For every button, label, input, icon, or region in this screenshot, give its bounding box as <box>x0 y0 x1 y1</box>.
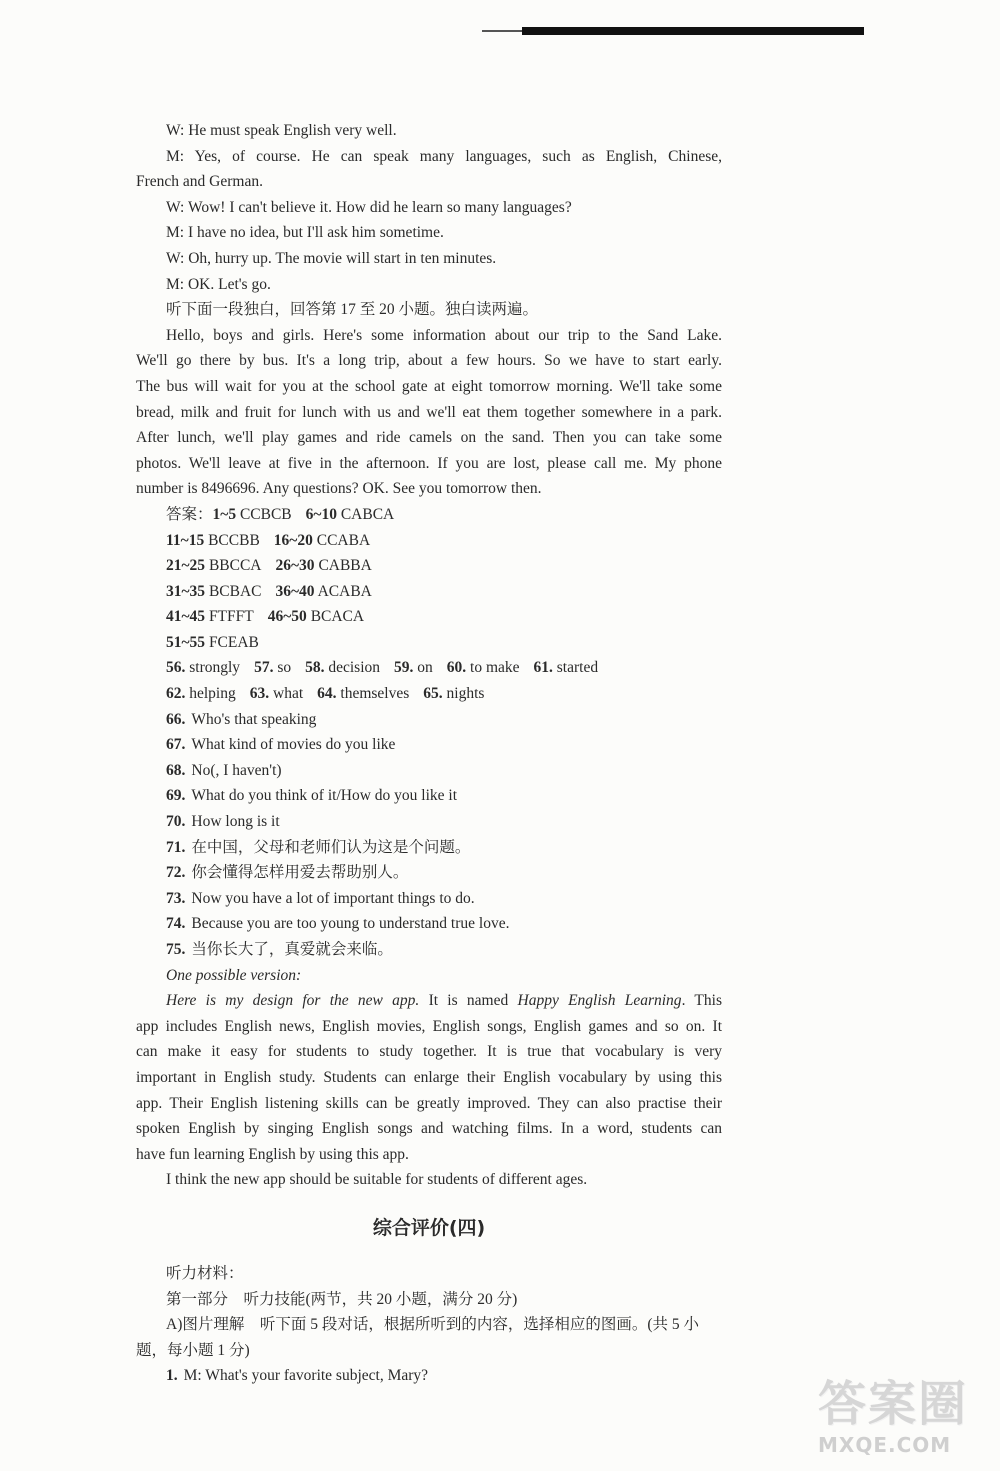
part-heading: 第一部分 听力技能(两节，共 20 小题，满分 20 分) <box>166 1290 518 1308</box>
answer-range: 6~10 <box>305 505 337 523</box>
site-watermark <box>818 1376 993 1468</box>
dialogue-line: W: He must speak English very well. <box>166 122 397 139</box>
item-number: 66. <box>166 710 186 728</box>
essay-line: app includes English news, English movies, English songs, English games and so on. It <box>136 1017 722 1035</box>
essay-line: app. Their English listening skills can be greatly improved. They can also practise their <box>136 1094 722 1112</box>
answer-range: 36~40 <box>275 582 315 600</box>
essay-closing: I think the new app should be suitable for students of different ages. <box>166 1171 588 1189</box>
answer-line <box>136 604 722 630</box>
essay-line: have fun learning English by using this app. <box>136 1145 409 1163</box>
answer-value: CCABA <box>316 531 371 549</box>
answer-value: CCBCB <box>239 505 292 523</box>
answer-item <box>136 732 722 758</box>
answer-value: what <box>273 685 304 703</box>
monologue-line: We'll go there by bus. It's a long trip, about a few hours. So we have to start early. <box>136 352 722 370</box>
essay-line <box>136 988 722 1014</box>
answer-value: 在中国，父母和老师们认为这是个问题。 <box>191 838 471 856</box>
answer-value: FTFFT <box>208 608 254 626</box>
model-essay <box>136 963 722 1193</box>
monologue-line: The bus will wait for you at the school gate at eight tomorrow morning. We'll take some <box>136 377 722 395</box>
watermark-logo: 答案圈 <box>818 1376 969 1432</box>
section-title: 综合评价(四) <box>372 1216 486 1239</box>
answer-range: 16~20 <box>273 531 313 549</box>
answer-line <box>136 655 722 681</box>
essay-line: important in English study. Students can enlarge their English vocabulary by using this <box>136 1068 722 1086</box>
item-number: 65. <box>423 685 443 703</box>
answer-line <box>136 502 722 528</box>
dialogue-line: M: OK. Let's go. <box>166 275 271 293</box>
page-body <box>136 118 722 1389</box>
item-number: 67. <box>166 736 186 754</box>
answer-prefix: 答案： <box>166 505 213 523</box>
answer-value: BCCBB <box>208 531 260 549</box>
answer-value: 你会懂得怎样用爱去帮助别人。 <box>191 864 409 882</box>
answer-value: so <box>277 659 292 677</box>
monologue <box>136 323 722 502</box>
dialogue-line: M: I have no idea, but I'll ask him sometime. <box>166 224 444 242</box>
item-number: 61. <box>533 659 553 677</box>
question <box>136 1363 722 1389</box>
item-number: 62. <box>166 685 186 703</box>
part-instruction: A)图片理解 听下面 5 段对话，根据所听到的内容，选择相应的图画。(共 5 小 <box>166 1316 700 1334</box>
item-number: 74. <box>166 915 186 933</box>
answer-value: BCBAC <box>208 582 262 600</box>
answer-value: Because you are too young to understand true love. <box>191 915 510 933</box>
item-number: 64. <box>317 685 337 703</box>
answer-item <box>136 911 722 937</box>
answer-value: Who's that speaking <box>191 710 317 728</box>
essay-text: It is named <box>419 992 518 1010</box>
app-name: Happy English Learning <box>517 992 682 1010</box>
answer-item <box>136 809 722 835</box>
item-number: 71. <box>166 838 186 856</box>
answer-item <box>136 835 722 861</box>
dialogue-line: French and German. <box>136 173 263 191</box>
answer-value: BBCCA <box>208 557 262 575</box>
item-number: 72. <box>166 864 186 882</box>
answer-line <box>136 630 722 656</box>
answer-value: themselves <box>340 685 410 703</box>
answer-range: 11~15 <box>166 531 205 549</box>
essay-intro: Here is my design for the new app. <box>166 992 420 1010</box>
answer-value: BCACA <box>310 608 365 626</box>
answer-range: 46~50 <box>267 608 307 626</box>
item-number: 63. <box>249 685 270 703</box>
item-number: 59. <box>394 659 414 677</box>
material-label: 听力材料： <box>166 1264 244 1282</box>
answer-value: strongly <box>189 659 241 677</box>
monologue-line: bread, milk and fruit for lunch with us and we'll eat them together somewhere in a park. <box>136 403 722 421</box>
essay-label: One possible version: <box>166 966 302 984</box>
answer-line <box>136 528 722 554</box>
part-instruction: 题，每小题 1 分) <box>136 1341 250 1359</box>
essay-text: . This <box>681 992 722 1010</box>
monologue-line: photos. We'll leave at five in the afternoon. If you are lost, please call me. My phone <box>136 454 722 472</box>
answer-value: What kind of movies do you like <box>191 736 396 754</box>
answer-value: helping <box>189 685 236 703</box>
answer-value: on <box>417 659 433 677</box>
answer-item <box>136 860 722 886</box>
item-number: 75. <box>166 941 186 958</box>
item-number: 60. <box>446 659 467 677</box>
answer-range: 21~25 <box>166 557 206 575</box>
answer-range: 51~55 <box>166 633 206 651</box>
monologue-line: number is 8496696. Any questions? OK. See you tomorrow then. <box>136 480 542 498</box>
answer-item <box>136 937 722 963</box>
dialogue-line: W: Oh, hurry up. The movie will start in ten minutes. <box>166 249 497 267</box>
answer-value: CABBA <box>318 557 372 575</box>
answer-value: How long is it <box>191 813 280 831</box>
question-text: M: What's your favorite subject, Mary? <box>183 1367 429 1385</box>
answer-value: decision <box>328 659 381 677</box>
item-number: 69. <box>166 787 186 805</box>
answer-line <box>136 579 722 605</box>
answer-value: started <box>556 659 599 677</box>
answer-key <box>136 502 722 963</box>
answer-value: Now you have a lot of important things to do. <box>191 889 475 907</box>
answer-item <box>136 886 722 912</box>
answer-range: 26~30 <box>275 557 315 575</box>
answer-item <box>136 783 722 809</box>
dialogue <box>136 118 722 297</box>
answer-value: nights <box>446 685 485 703</box>
answer-value: No(, I haven't) <box>191 761 282 779</box>
monologue-instruction: 听下面一段独白，回答第 17 至 20 小题。独白读两遍。 <box>166 301 539 319</box>
answer-value: CABCA <box>340 505 395 523</box>
answer-item <box>136 758 722 784</box>
answer-line <box>136 553 722 579</box>
monologue-line: Hello, boys and girls. Here's some information about our trip to the Sand Lake. <box>166 326 722 344</box>
item-number: 73. <box>166 889 186 907</box>
dialogue-line: M: Yes, of course. He can speak many languages, such as English, Chinese, <box>166 147 722 165</box>
answer-value: FCEAB <box>208 633 259 651</box>
item-number: 70. <box>166 813 186 831</box>
item-number: 1. <box>166 1367 178 1385</box>
header-rule <box>522 27 864 35</box>
essay-line: can make it easy for students to study together. It is true that vocabulary is very <box>136 1043 722 1061</box>
dialogue-line: W: Wow! I can't believe it. How did he learn so many languages? <box>166 198 572 216</box>
answer-value: ACABA <box>317 582 372 600</box>
answer-value: to make <box>470 659 520 677</box>
answer-item <box>136 707 722 733</box>
listening-section <box>136 1261 722 1389</box>
answer-range: 1~5 <box>212 505 237 523</box>
item-number: 68. <box>166 761 186 779</box>
item-number: 58. <box>305 659 325 677</box>
monologue-line: After lunch, we'll play games and ride camels on the sand. Then you can take some <box>136 429 722 447</box>
answer-line <box>136 681 722 707</box>
essay-line: spoken English by singing English songs and watching films. In a word, students can <box>136 1120 722 1138</box>
answer-range: 31~35 <box>166 582 206 600</box>
watermark-url: MXQE.COM <box>818 1433 952 1457</box>
item-number: 57. <box>254 659 274 677</box>
answer-value: What do you think of it/How do you like it <box>191 787 458 805</box>
item-number: 56. <box>166 659 186 677</box>
answer-value: 当你长大了，真爱就会来临。 <box>191 941 393 958</box>
answer-range: 41~45 <box>166 608 206 626</box>
